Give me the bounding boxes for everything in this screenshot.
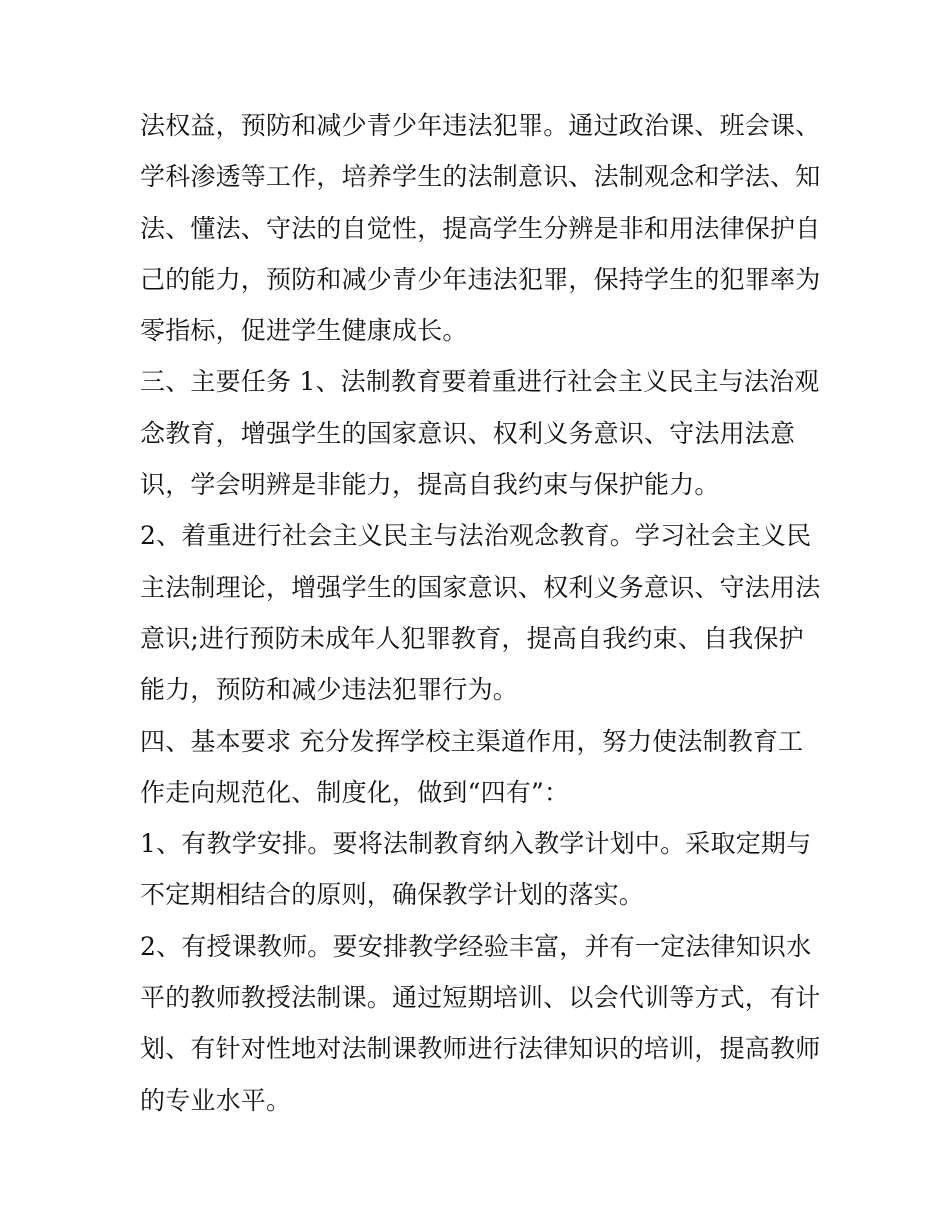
text-line: 零指标，促进学生健康成长。 bbox=[140, 316, 468, 346]
list-item-line: 1、有教学安排。要将法制教育纳入教学计划中。采取定期与 bbox=[140, 829, 812, 859]
text-line: 法、懂法、守法的自觉性，提高学生分辨是非和用法律保护自 bbox=[140, 213, 821, 243]
text-line: 主法制理论，增强学生的国家意识、权利义务意识、守法用法 bbox=[140, 572, 821, 602]
text-line: 不定期相结合的原则，确保教学计划的落实。 bbox=[140, 880, 645, 910]
list-item-line: 2、有授课教师。要安排教学经验丰富，并有一定法律知识水 bbox=[140, 931, 812, 961]
text-line: 能力，预防和减少违法犯罪行为。 bbox=[140, 675, 519, 705]
text-line: 作走向规范化、制度化，做到“四有”： bbox=[140, 777, 570, 807]
text-line: 平的教师教授法制课。通过短期培训、以会代训等方式，有计 bbox=[140, 983, 821, 1013]
text-line: 己的能力，预防和减少青少年违法犯罪，保持学生的犯罪率为 bbox=[140, 264, 821, 294]
text-line: 意识;进行预防未成年人犯罪教育，提高自我约束、自我保护 bbox=[140, 623, 804, 653]
text-line: 学科渗透等工作，培养学生的法制意识、法制观念和学法、知 bbox=[140, 162, 821, 192]
section-heading-line: 三、主要任务 1、法制教育要着重进行社会主义民主与法治观 bbox=[140, 367, 820, 397]
text-line: 念教育，增强学生的国家意识、权利义务意识、守法用法意 bbox=[140, 418, 796, 448]
text-line: 识，学会明辨是非能力，提高自我约束与保护能力。 bbox=[140, 470, 720, 500]
list-item-line: 2、着重进行社会主义民主与法治观念教育。学习社会主义民 bbox=[140, 521, 812, 551]
text-line: 的专业水平。 bbox=[140, 1085, 292, 1115]
text-line: 划、有针对性地对法制课教师进行法律知识的培训，提高教师 bbox=[140, 1034, 821, 1064]
section-heading-line: 四、基本要求 充分发挥学校主渠道作用，努力使法制教育工 bbox=[140, 726, 804, 756]
text-line: 法权益，预防和减少青少年违法犯罪。通过政治课、班会课、 bbox=[140, 111, 821, 140]
document-body bbox=[140, 100, 820, 1126]
